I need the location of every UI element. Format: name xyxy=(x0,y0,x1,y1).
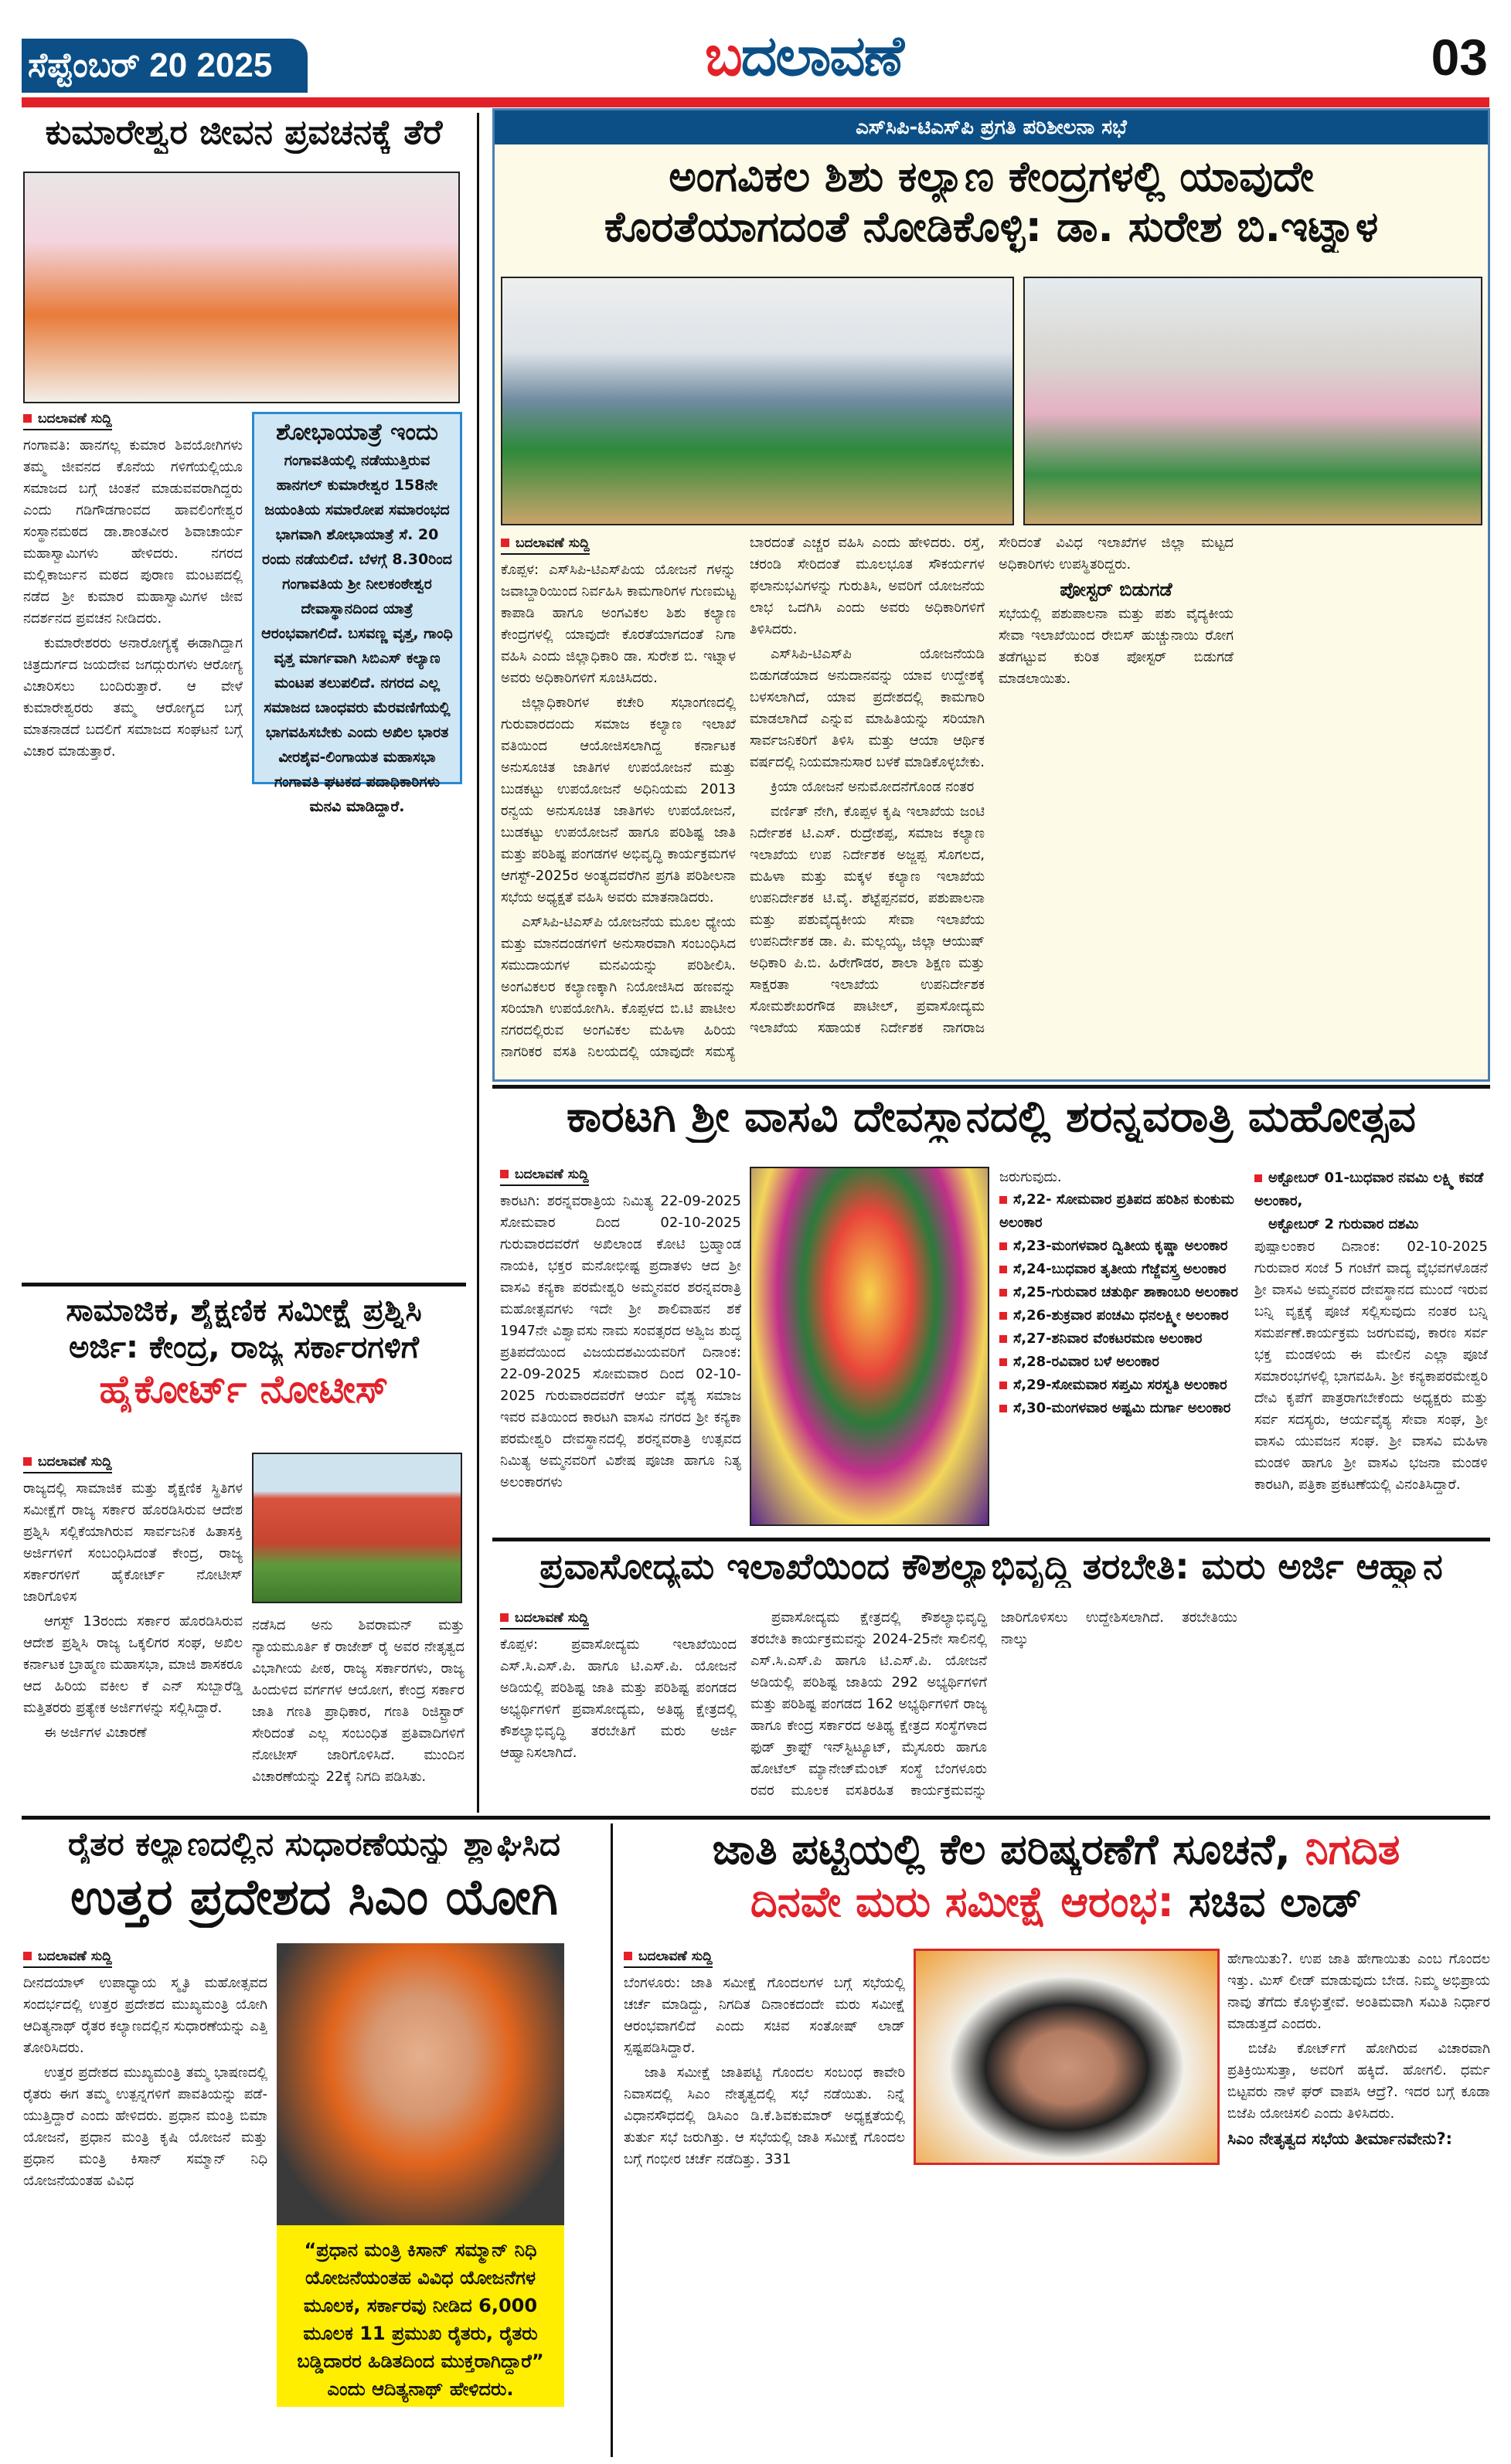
column-divider xyxy=(611,1823,613,2457)
subheading: ಪೋಸ್ಟರ್ ಬಿಡುಗಡೆ xyxy=(1060,579,1172,600)
issue-date: ಸೆಪ್ಟೆಂಬರ್ 20 2025 xyxy=(22,39,308,93)
byline: ಬದಲಾವಣೆ ಸುದ್ದಿ xyxy=(624,1949,713,1968)
column-divider xyxy=(477,113,479,1813)
yogi-adityanath-photo xyxy=(277,1943,564,2225)
yogi-article xyxy=(23,1949,267,2459)
santosh-lad-photo xyxy=(914,1949,1220,2165)
paragraph: ಕೊಪ್ಪಳ: ಪ್ರವಾಸೋದ್ಯಮ ಇಲಾಖೆಯಿಂದ ಎಸ್.ಸಿ.ಎಸ್.ಪಿ. ಹಾಗೂ ಟಿ.ಎಸ್.ಪಿ. ಯೋಜನೆ ಅಡಿಯಲ್ಲಿ ಪರಿಶಿಷ್ಟ ಜಾತಿ ಮತ್ತು ಪರಿಶಿಷ್ಟ ಪಂಗಡದ ಅಭ್ಯರ್ಥಿಗಳಿಗೆ ಪ್ರವಾಸೋದ್ಯಮ, ಅತಿಥ್ಯ ಕ್ಷೇತ್ರದಲ್ಲಿ ಕೌಶಲ್ಯಾಭಿವೃದ್ಧಿ ತರಬೇತಿಗೆ ಮರು ಅರ್ಜಿ ಆಹ್ವಾನಿಸಲಾಗಿದೆ. xyxy=(500,1636,737,1761)
headline-line: ಅರ್ಜಿ: ಕೇಂದ್ರ, ರಾಜ್ಯ ಸರ್ಕಾರಗಳಿಗೆ xyxy=(69,1330,419,1365)
poster-release-photo xyxy=(1023,277,1482,525)
section-divider xyxy=(492,1085,1490,1089)
paragraph: ನಡೆಸಿದ ಅನು ಶಿವರಾಮನ್ ಮತ್ತು ನ್ಯಾಯಮೂರ್ತಿ ಕೆ ರಾಜೇಶ್ ರೈ ಅವರ ನೇತೃತ್ವದ ವಿಭಾಗೀಯ ಪೀಠ, ರಾಜ್ಯ ಸರ್ಕಾರಗಳು, ರಾಜ್ಯ ಹಿಂದುಳಿದ ವರ್ಗಗಳ ಆಯೋಗ, ಕೇಂದ್ರ ಸರ್ಕಾರ ಜಾತಿ ಗಣತಿ ಪ್ರಾಧಿಕಾರ, ಗಣತಿ ರಿಜಿಸ್ಟ್ರಾರ್ ಸೇರಿದಂತೆ ಎಲ್ಲ ಸಂಬಂಧಿತ ಪ್ರತಿವಾದಿಗಳಿಗೆ ನೋಟೀಸ್ ಜಾರಿಗೊಳಿಸಿದೆ. ಮುಂದಿನ ವಿಚಾರಣೆಯನ್ನು 22ಕ್ಕೆ ನಿಗದಿ ಪಡಿಸಿತು. xyxy=(252,1617,465,1785)
navaratri-schedule xyxy=(999,1167,1245,1530)
paragraph: ಸಭೆಯಲ್ಲಿ ಪಶುಪಾಲನಾ ಮತ್ತು ಪಶು ವೈದ್ಯಕೀಯ ಸೇವಾ ಇಲಾಖೆಯಿಂದ ರೇಬಿಸ್ ಹುಚ್ಚುನಾಯಿ ರೋಗ ತಡೆಗಟ್ಟುವ ಕುರಿತ ಪೋಸ್ಟರ್ ಬಿಡುಗಡೆ ಮಾಡಲಾಯಿತು. xyxy=(999,606,1234,687)
headline-part: ಜಾತಿ ಪಟ್ಟಿಯಲ್ಲಿ ಕೆಲ ಪರಿಷ್ಕರಣೆಗೆ ಸೂಚನೆ, xyxy=(712,1825,1305,1874)
shobhayatre-box xyxy=(252,412,462,815)
lad-article-continued xyxy=(1227,1949,1490,2459)
paragraph: ಪ್ರವಾಸೋದ್ಯಮ ಕ್ಷೇತ್ರದಲ್ಲಿ ಕೌಶಲ್ಯಾಭಿವೃದ್ಧಿ ತರಬೇತಿ ಕಾರ್ಯಕ್ರಮವನ್ನು 2024-25ನೇ ಸಾಲಿನಲ್ಲಿ ಎಸ್.ಸಿ.ಎಸ್.ಪಿ ಹಾಗೂ ಟಿ.ಎಸ್.ಪಿ. ಯೋಜನೆ ಅಡಿಯಲ್ಲಿ ಪರಿಶಿಷ್ಟ ಜಾತಿಯ 292 ಅಭ್ಯರ್ಥಿಗಳಿಗೆ ಮತ್ತು ಪರಿಶಿಷ್ಟ ಪಂಗಡದ 162 ಅಭ್ಯರ್ಥಿಗಳಿಗೆ ರಾಜ್ಯ ಹಾಗೂ ಕೇಂದ್ರ ಸರ್ಕಾರದ ಅತಿಥ್ಯ ಕ್ಷೇತ್ರದ ಸಂಸ್ಥೆಗಳಾದ ಫುಡ್ ಕ್ರಾಫ್ಟ್ ಇನ್‌ಸ್ಟಿಟ್ಯೂಟ್, ಮೈಸೂರು ಹಾಗೂ ಹೋಟೆಲ್ ಮ್ಯಾನೇಜ್‌ಮೆಂಟ್ ಸಂಸ್ಥೆ ಬೆಂಗಳೂರು ರವರ ಮೂಲಕ ವಸತಿರಹಿತ ಕಾರ್ಯಕ್ರಮವನ್ನು ಜಾರಿಗೊಳಿಸಲು ಉದ್ದೇಶಿಸಲಾಗಿದೆ. ತರಬೇತಿಯು ನಾಲ್ಕು xyxy=(750,1609,1237,1799)
main-story-kicker: ಎಸ್‌ಸಿಪಿ-ಟಿಎಸ್‌ಪಿ ಪ್ರಗತಿ ಪರಿಶೀಲನಾ ಸಭೆ xyxy=(495,110,1488,144)
high-court-building-photo xyxy=(252,1453,462,1603)
byline: ಬದಲಾವಣೆ ಸುದ್ದಿ xyxy=(500,1610,589,1630)
byline: ಬದಲಾವಣೆ ಸುದ್ದಿ xyxy=(23,1454,112,1473)
paragraph: ಹೇಗಾಯಿತು?. ಉಪ ಜಾತಿ ಹೇಗಾಯಿತು ಎಂಬ ಗೊಂದಲ ಇತ್ತು. ಮಿಸ್ ಲೀಡ್ ಮಾಡುವುದು ಬೇಡ. ನಿಮ್ಮ ಅಭಿಪ್ರಾಯ ನಾವು ತೆಗೆದು ಕೊಳ್ಳುತ್ತೇವೆ. ಅಂತಿಮವಾಗಿ ಸಮಿತಿ ನಿರ್ಧಾರ ಮಾಡುತ್ತದೆ ಎಂದರು. xyxy=(1227,1951,1490,2032)
section-divider xyxy=(22,1816,1490,1820)
yogi-headline-line2: ಉತ್ತರ ಪ್ರದೇಶದ ಸಿಎಂ ಯೋಗಿ xyxy=(70,1869,558,1926)
kumareshwar-event-photo xyxy=(23,172,460,403)
headline-part: ದಿನವೇ ಮರು ಸಮೀಕ್ಷೆ ಆರಂಭ: xyxy=(750,1878,1189,1926)
schedule-item: ಸೆ,30-ಮಂಗಳವಾರ ಅಷ್ಟಮಿ ದುರ್ಗಾ ಅಲಂಕಾರ xyxy=(999,1397,1245,1420)
header-divider xyxy=(22,97,1489,107)
highcourt-headline xyxy=(22,1292,466,1412)
paragraph: ಜಾತಿ ಸಮೀಕ್ಷೆ ಜಾತಿಪಟ್ಟಿ ಗೊಂದಲ ಸಂಬಂಧ ಕಾವೇರಿ ನಿವಾಸದಲ್ಲಿ ಸಿಎಂ ನೇತೃತ್ವದಲ್ಲಿ ಸಭೆ ನಡೆಯಿತು. ನಿನ್ನೆ ವಿಧಾನಸೌಧದಲ್ಲಿ ಡಿಸಿಎಂ ಡಿ.ಕೆ.ಶಿವಕುಮಾರ್ ಅಧ್ಯಕ್ಷತೆಯಲ್ಲಿ ತುರ್ತು ಸಭೆ ಜರುಗಿತ್ತು. ಆ ಸಭೆಯಲ್ಲಿ ಜಾತಿ ಸಮೀಕ್ಷೆ ಗೊಂದಲ ಬಗ್ಗೆ ಗಂಭೀರ ಚರ್ಚೆ ನಡೆದಿತ್ತು. 331 xyxy=(624,2065,905,2167)
paragraph: ಪುಷ್ಪಾಲಂಕಾರ ದಿನಾಂಕ: 02-10-2025 ಗುರುವಾರ ಸಂಜೆ 5 ಗಂಟೆಗೆ ವಾದ್ಯ ವೈಭವಗಳೊಡನೆ ಶ್ರೀ ವಾಸವಿ ಅಮ್ಮನವರ ದೇವಸ್ಥಾನದ ಮುಂದೆ ಇರುವ ಬನ್ನಿ ವೃಕ್ಷಕ್ಕೆ ಪೂಜೆ ಸಲ್ಲಿಸುವುದು ನಂತರ ಬನ್ನಿ ಸಮರ್ಪಣೆ.ಕಾರ್ಯಕ್ರಮ ಜರಗುವವು, ಕಾರಣ ಸರ್ವ ಭಕ್ತ ಮಂಡಳಿಯ ಈ ಮೇಲಿನ ಎಲ್ಲಾ ಪೂಜೆ ಸಮಾರಂಭಗಳಲ್ಲಿ ಭಾಗವಹಿಸಿ. ಶ್ರೀ ಕನ್ಯಕಾಪರಮೇಶ್ವರಿ ದೇವಿ ಕೃಪೆಗೆ ಪಾತ್ರರಾಗಬೇಕೆಂದು ಅಧ್ಯಕ್ಷರು ಮತ್ತು ಸರ್ವ ಸದಸ್ಯರು, ಆರ್ಯವೈಶ್ಯ ಸೇವಾ ಸಂಘ, ಶ್ರೀ ವಾಸವಿ ಯುವಜನ ಸಂಘ. ಶ್ರೀ ವಾಸವಿ ಮಹಿಳಾ ಮಂಡಳಿ ಹಾಗೂ ಶ್ರೀ ವಾಸವಿ ಭಜನಾ ಮಂಡಳಿ ಕಾರಟಗಿ, ಪತ್ರಿಕಾ ಪ್ರಕಟಣೆಯಲ್ಲಿ ವಿನಂತಿಸಿದ್ದಾರೆ. xyxy=(1254,1239,1488,1493)
paragraph: ಉತ್ತರ ಪ್ರದೇಶದ ಮುಖ್ಯಮಂತ್ರಿ ತಮ್ಮ ಭಾಷಣದಲ್ಲಿ ರೈತರು ಈಗ ತಮ್ಮ ಉತ್ಪನ್ನಗಳಿಗೆ ಪಾವತಿಯನ್ನು ಪಡೆ-ಯುತ್ತಿದ್ದಾರೆ ಎಂದು ಹೇಳಿದರು. ಪ್ರಧಾನ ಮಂತ್ರಿ ಬಿಮಾ ಯೋಜನೆ, ಪ್ರಧಾನ ಮಂತ್ರಿ ಕೃಷಿ ಯೋಜನೆ ಮತ್ತು ಪ್ರಧಾನ ಮಂತ್ರಿ ಕಿಸಾನ್ ಸಮ್ಮಾನ್ ನಿಧಿ ಯೋಜನೆಯಂತಹ ವಿವಿಧ xyxy=(23,2065,267,2189)
byline: ಬದಲಾವಣೆ ಸುದ್ದಿ xyxy=(500,1167,589,1186)
schedule-item: ಸೆ,25-ಗುರುವಾರ ಚತುರ್ಥಿ ಶಾಕಾಂಬರಿ ಅಲಂಕಾರ xyxy=(999,1281,1245,1304)
paragraph: ಜರುಗುವುದು. xyxy=(999,1169,1062,1185)
paragraph: ದೀನದಯಾಳ್ ಉಪಾಧ್ಯಾಯ ಸ್ಮೃತಿ ಮಹೋತ್ಸವದ ಸಂದರ್ಭದಲ್ಲಿ ಉತ್ತರ ಪ್ರದೇಶದ ಮುಖ್ಯಮಂತ್ರಿ ಯೋಗಿ ಆದಿತ್ಯನಾಥ್ ರೈತರ ಕಲ್ಯಾಣದಲ್ಲಿನ ಸುಧಾರಣೆಯನ್ನು ಎತ್ತಿ ತೋರಿಸಿದರು. xyxy=(23,1975,267,2056)
paragraph: ಎಸ್‌ಸಿಪಿ-ಟಿಎಸ್‌ಪಿ ಯೋಜನೆಯಡಿ ಬಿಡುಗಡೆಯಾದ ಅನುದಾನವನ್ನು ಯಾವ ಉದ್ದೇಶಕ್ಕೆ ಬಳಸಲಾಗಿದೆ, ಯಾವ ಪ್ರದೇಶದಲ್ಲಿ ಕಾಮಗಾರಿ ಮಾಡಲಾಗಿದೆ ಎನ್ನುವ ಮಾಹಿತಿಯನ್ನು ಸರಿಯಾಗಿ ಸಾರ್ವಜನಿಕರಿಗೆ ತಿಳಿಸಿ ಮತ್ತು ಆಯಾ ಆರ್ಥಿಕ ವರ್ಷದಲ್ಲಿ ನಿಯಮಾನುಸಾರ ಬಳಕೆ ಮಾಡಿಕೊಳ್ಳಬೇಕು. xyxy=(750,646,985,770)
goddess-vasavi-photo xyxy=(750,1167,989,1526)
paragraph: ಕಾರಟಗಿ: ಶರನ್ನವರಾತ್ರಿಯ ನಿಮಿತ್ಯ 22-09-2025 ಸೋಮವಾರ ದಿಂದ 02-10-2025 ಗುರುವಾರದವರೆಗೆ ಅಖಿಲಾಂಡ ಕೋಟಿ ಬ್ರಹ್ಮಾಂಡ ನಾಯಕಿ, ಭಕ್ತರ ಮನೋಭೀಷ್ಟ ಪ್ರದಾತಳು ಆದ ಶ್ರೀ ವಾಸವಿ ಕನ್ಯಕಾ ಪರಮೇಶ್ವರಿ ಅಮ್ಮನವರ ಶರನ್ನವರಾತ್ರಿ ಮಹೋತ್ಸವಗಳು ಇದೇ ಶ್ರೀ ಶಾಲಿವಾಹನ ಶಕೆ 1947ನೇ ವಿಶ್ವಾವಸು ನಾಮ ಸಂವತ್ಸರದ ಅಶ್ವಿಜ ಶುದ್ಧ ಪ್ರತಿಪದೆಯಿಂದ ವಿಜಯದಶಮಿಯವರಿಗೆ ದಿನಾಂಕ: 22-09-2025 ಸೋಮವಾರ ದಿಂದ 02-10-2025 ಗುರುವಾರದವರೆಗೆ ಆರ್ಯ ವೈಶ್ಯ ಸಮಾಜ ಇವರ ವತಿಯಿಂದ ಕಾರಟಗಿ ವಾಸವಿ ನಗರದ ಶ್ರೀ ಕನ್ಯಕಾ ಪರಮೇಶ್ವರಿ ದೇವಸ್ಥಾನದಲ್ಲಿ ಶರನ್ನವರಾತ್ರಿ ಉತ್ಸವದ ನಿಮಿತ್ಯ ಅಮ್ಮನವರಿಗೆ ವಿಶೇಷ ಪೂಜಾ ಹಾಗೂ ನಿತ್ಯ ಅಲಂಕಾರಗಳು xyxy=(500,1193,741,1490)
byline: ಬದಲಾವಣೆ ಸುದ್ದಿ xyxy=(23,1949,112,1968)
box-title: ಶೋಭಾಯಾತ್ರೆ ಇಂದು xyxy=(276,419,438,446)
paragraph: ರಾಜ್ಯದಲ್ಲಿ ಸಾಮಾಜಿಕ ಮತ್ತು ಶೈಕ್ಷಣಿಕ ಸ್ಥಿತಿಗಳ ಸಮೀಕ್ಷೆಗೆ ರಾಜ್ಯ ಸರ್ಕಾರ ಹೊರಡಿಸಿರುವ ಆದೇಶ ಪ್ರಶ್ನಿಸಿ ಸಲ್ಲಿಕೆಯಾಗಿರುವ ಸಾರ್ವಜನಿಕ ಹಿತಾಸಕ್ತಿ ಅರ್ಜಿಗಳಿಗೆ ಸಂಬಂಧಿಸಿದಂತೆ ಕೇಂದ್ರ, ರಾಜ್ಯ ಸರ್ಕಾರಗಳಿಗೆ ಹೈಕೋರ್ಟ್ ನೋಟೀಸ್ ಜಾರಿಗೊಳಿಸ xyxy=(23,1480,243,1605)
byline: ಬದಲಾವಣೆ ಸುದ್ದಿ xyxy=(501,535,590,555)
box-text: ಗಂಗಾವತಿಯಲ್ಲಿ ನಡೆಯುತ್ತಿರುವ ಹಾನಗಲ್ ಕುಮಾರೇಶ್ವರ 158ನೇ ಜಯಂತಿಯ ಸಮಾರೋಪ ಸಮಾರಂಭದ ಭಾಗವಾಗಿ ಶೋಭಾಯಾತ್ರೆ ಸೆ. 20 ರಂದು ನಡೆಯಲಿದೆ. ಬೆಳಗ್ಗೆ 8.30ರಿಂದ ಗಂಗಾವತಿಯ ಶ್ರೀ ನೀಲಕಂಠೇಶ್ವರ ದೇವಾಸ್ಥಾನದಿಂದ ಯಾತ್ರೆ ಆರಂಭವಾಗಲಿದೆ. ಬಸವಣ್ಣ ವೃತ್ತ, ಗಾಂಧಿ ವೃತ್ತ ಮಾರ್ಗವಾಗಿ ಸಿಬಿಎಸ್ ಕಲ್ಯಾಣ ಮಂಟಪ ತಲುಪಲಿದೆ. ನಗರದ ಎಲ್ಲ ಸಮಾಜದ ಬಾಂಧವರು ಮೆರವಣಿಗೆಯಲ್ಲಿ ಭಾಗವಹಿಸಬೇಕು ಎಂದು ಅಖಿಲ ಭಾರತ ವೀರಶೈವ-ಲಿಂಗಾಯತ ಮಹಾಸಭಾ ಗಂಗಾವತಿ ಘಟಕದ ಪದಾಧಿಕಾರಿಗಳು ಮನವಿ ಮಾಡಿದ್ದಾರೆ. xyxy=(261,452,453,815)
paragraph: ಬೆಂಗಳೂರು: ಜಾತಿ ಸಮೀಕ್ಷೆ ಗೊಂದಲಗಳ ಬಗ್ಗೆ ಸಭೆಯಲ್ಲಿ ಚರ್ಚೆ ಮಾಡಿದ್ದು, ನಿಗದಿತ ದಿನಾಂಕದಂದೇ ಮರು ಸಮೀಕ್ಷೆ ಆರಂಭವಾಗಲಿದೆ ಎಂದು ಸಚಿವ ಸಂತೋಷ್ ಲಾಡ್ ಸ್ಪಷ್ಟಪಡಿಸಿದ್ದಾರೆ. xyxy=(624,1975,905,2056)
navaratri-closing xyxy=(1254,1167,1488,1530)
headline-part: ನಿಗದಿತ xyxy=(1305,1825,1400,1874)
newspaper-logo xyxy=(665,23,943,90)
skills-article xyxy=(500,1607,1488,1810)
section-divider xyxy=(22,1283,466,1286)
paragraph: ಆಗಸ್ಟ್ 13ರಂದು ಸರ್ಕಾರ ಹೊರಡಿಸಿರುವ ಆದೇಶ ಪ್ರಶ್ನಿಸಿ ರಾಜ್ಯ ಒಕ್ಕಲಿಗರ ಸಂಘ, ಅಖಿಲ ಕರ್ನಾಟಕ ಬ್ರಾಹ್ಮಣ ಮಹಾಸಭಾ, ಮಾಜಿ ಶಾಸಕರೂ ಆದ ಹಿರಿಯ ವಕೀಲ ಕೆ ಎನ್ ಸುಬ್ಬಾರೆಡ್ಡಿ ಮತ್ತಿತರರು ಪ್ರತ್ಯೇಕ ಅರ್ಜಿಗಳನ್ನು ಸಲ್ಲಿಸಿದ್ದಾರೆ. xyxy=(23,1613,243,1716)
page-number: 03 xyxy=(1431,29,1488,86)
paragraph: ಕ್ರಿಯಾ ಯೋಜನೆ ಅನುಮೋದನೆಗೊಂಡ ನಂತರ xyxy=(771,779,975,795)
kumareshwar-headline: ಕುಮಾರೇಶ್ವರ ಜೀವನ ಪ್ರವಚನಕ್ಕೆ ತೆರೆ xyxy=(45,113,443,152)
headline-line: ಕೊರತೆಯಾಗದಂತೆ ನೋಡಿಕೊಳ್ಳಿ: ಡಾ. ಸುರೇಶ ಬಿ.ಇಟ್ನಾಳ xyxy=(604,202,1379,251)
lad-article xyxy=(624,1949,905,2459)
subheading: ಸಿಎಂ ನೇತೃತ್ವದ ಸಭೆಯ ತೀರ್ಮಾನವೇನು?: xyxy=(1227,2129,1453,2148)
schedule-item: ಸೆ,22- ಸೋಮವಾರ ಪ್ರತಿಪದ ಹರಿಶಿನ ಕುಂಕುಮ ಅಲಂಕಾರ xyxy=(999,1188,1245,1235)
paragraph: ವರ್ಣಿತ್ ನೇಗಿ, ಕೊಪ್ಪಳ ಕೃಷಿ ಇಲಾಖೆಯ ಜಂಟಿ ನಿರ್ದೇಶಕ ಟಿ.ಎಸ್. ರುದ್ರೇಶಪ್ಪ, ಸಮಾಜ ಕಲ್ಯಾಣ ಇಲಾಖೆಯ ಉಪ ನಿರ್ದೇಶಕ ಅಜ್ಜಪ್ಪ ಸೊಗಲದ, ಮಹಿಳಾ ಮತ್ತು ಮಕ್ಕಳ ಕಲ್ಯಾಣ ಇಲಾಖೆಯ ಉಪನಿರ್ದೇಶಕ ಟಿ.ವೈ. ಶೆಟ್ಟೆಪ್ಪನವರ, ಪಶುಪಾಲನಾ ಮತ್ತು ಪಶುವೈದ್ಯಕೀಯ ಸೇವಾ ಇಲಾಖೆಯ ಉಪನಿರ್ದೇಶಕ ಡಾ. ಪಿ. ಮಲ್ಲಯ್ಯ, ಜಿಲ್ಲಾ ಆಯುಷ್ ಅಧಿಕಾರಿ ಪಿ.ಬಿ. ಹಿರೇಗೌಡರ, ಶಾಲಾ ಶಿಕ್ಷಣ ಮತ್ತು ಸಾಕ್ಷರತಾ ಇಲಾಖೆಯ ಉಪನಿರ್ದೇಶಕ ಸೋಮಶೇಖರಗೌಡ ಪಾಟೀಲ್, ಪ್ರವಾಸೋದ್ಯಮ ಇಲಾಖೆಯ ಸಹಾಯಕ ನಿರ್ದೇಶಕ ನಾಗರಾಜ ಸೇರಿದಂತೆ ವಿವಿಧ ಇಲಾಖೆಗಳ ಜಿಲ್ಲಾ ಮಟ್ಟದ ಅಧಿಕಾರಿಗಳು ಉಪಸ್ಥಿತರಿದ್ದರು. xyxy=(750,535,1234,1036)
lad-headline-line1 xyxy=(622,1825,1490,1875)
headline-line: ಹೈಕೋರ್ಟ್ ನೋಟೀಸ್ xyxy=(99,1367,389,1412)
navaratri-headline: ಕಾರಟಗಿ ಶ್ರೀ ವಾಸವಿ ದೇವಸ್ಥಾನದಲ್ಲಿ ಶರನ್ನವರಾತ್ರಿ ಮಹೋತ್ಸವ xyxy=(567,1092,1416,1142)
schedule-item: ಸೆ,27-ಶನಿವಾರ ವೆಂಕಟರಮಣ ಅಲಂಕಾರ xyxy=(999,1327,1245,1351)
schedule-item: ಅಕ್ಟೋಬರ್ 2 ಗುರುವಾರ ದಶಮಿ xyxy=(1268,1216,1419,1232)
section-divider xyxy=(492,1538,1490,1541)
schedule-item: ಸೆ,29-ಸೋಮವಾರ ಸಪ್ತಮಿ ಸರಸ್ವತಿ ಅಲಂಕಾರ xyxy=(999,1374,1245,1397)
logo-first-letter: ಬ xyxy=(705,23,741,88)
paragraph: ಬಿಜೆಪಿ ಕೋರ್ಟ್‌ಗೆ ಹೋಗಿರುವ ವಿಚಾರವಾಗಿ ಪ್ರತಿಕ್ರಿಯಿಸುತ್ತಾ, ಅವರಿಗೆ ಹಕ್ಕಿದೆ. ಹೋಗಲಿ. ಧರ್ಮ ಬಿಟ್ಟವರು ನಾಳೆ ಘರ್ ವಾಪಸಿ ಆದ್ರೆ?. ಇದರ ಬಗ್ಗೆ ಕೂಡಾ ಬಿಜೆಪಿ ಯೋಚಿಸಲಿ ಎಂದು ತಿಳಿಸಿದರು. xyxy=(1227,2041,1490,2122)
paragraph: ಕುಮಾರೇಶರರು ಅನಾರೋಗ್ಯಕ್ಕೆ ಈಡಾಗಿದ್ದಾಗ ಚಿತ್ರದುರ್ಗದ ಜಯದೇವ ಜಗದ್ಗುರುಗಳು ಆರೋಗ್ಯ ವಿಚಾರಿಸಲು ಬಂದಿರುತ್ತಾರೆ. ಆ ವೇಳೆ ಕುಮಾರೇಶ್ವರರು ತಮ್ಮ ಆರೋಗ್ಯದ ಬಗ್ಗೆ ಮಾತನಾಡದೆ ಬದಲಿಗೆ ಸಮಾಜದ ಸಂಘಟನೆ ಬಗ್ಗೆ ವಿಚಾರ ಮಾಡುತ್ತಾರೆ. xyxy=(23,635,243,760)
schedule-item: ಸೆ,28-ರವಿವಾರ ಬಳೆ ಅಲಂಕಾರ xyxy=(999,1351,1245,1374)
highcourt-article xyxy=(23,1454,243,1810)
kumareshwar-article xyxy=(23,411,243,1383)
schedule-item: ಅಕ್ಟೋಬರ್ 01-ಬುಧವಾರ ನವಮಿ ಲಕ್ಷ್ಮಿ ಕವಡೆ ಅಲಂಕಾರ, xyxy=(1254,1167,1488,1213)
paragraph: ಜಿಲ್ಲಾಧಿಕಾರಿಗಳ ಕಚೇರಿ ಸಭಾಂಗಣದಲ್ಲಿ ಗುರುವಾರದಂದು ಸಮಾಜ ಕಲ್ಯಾಣ ಇಲಾಖೆ ವತಿಯಿಂದ ಆಯೋಜಿಸಲಾಗಿದ್ದ ಕರ್ನಾಟಕ ಅನುಸೂಚಿತ ಜಾತಿಗಳ ಉಪಯೋಜನೆ ಮತ್ತು ಬುಡಕಟ್ಟು ಉಪಯೋಜನೆ ಅಧಿನಿಯಮ 2013 ರನ್ವಯ ಅನುಸೂಚಿತ ಜಾತಿಗಳು ಉಪಯೋಜನೆ, ಬುಡಕಟ್ಟು ಉಪಯೋಜನೆ ಹಾಗೂ ಪರಿಶಿಷ್ಟ ಜಾತಿ ಮತ್ತು ಪರಿಶಿಷ್ಟ ಪಂಗಡಗಳ ಅಭಿವೃದ್ಧಿ ಕಾರ್ಯಕ್ರಮಗಳ ಆಗಸ್ಟ್-2025ರ ಅಂತ್ಯದವರೆಗಿನ ಪ್ರಗತಿ ಪರಿಶೀಲನಾ ಸಭೆಯ ಅಧ್ಯಕ್ಷತೆ ವಹಿಸಿ ಅವರು ಮಾತನಾಡಿದರು. xyxy=(501,695,736,906)
schedule-item: ಸೆ,26-ಶುಕ್ರವಾರ ಪಂಚಮಿ ಧನಲಕ್ಷ್ಮೀ ಅಲಂಕಾರ xyxy=(999,1304,1245,1327)
paragraph: ಎಸ್‌ಸಿಪಿ-ಟಿಎಸ್‌ಪಿ ಯೋಜನೆಯ ಮೂಲ ಧ್ಯೇಯ ಮತ್ತು ಮಾನದಂಡಗಳಿಗೆ ಅನುಸಾರವಾಗಿ ಸಂಬಂಧಿಸಿದ ಸಮುದಾಯಗಳ ಮನವಿಯನ್ನು ಪರಿಶೀಲಿಸಿ. ಅಂಗವಿಕಲರ ಕಲ್ಯಾಣಕ್ಕಾಗಿ ನಿಯೋಜಿಸಿದ ಹಣವನ್ನು ಸರಿಯಾಗಿ ಉಪಯೋಗಿಸಿ. ಕೊಪ್ಪಳದ ಬಿ.ಟಿ ಪಾಟೀಲ ನಗರದಲ್ಲಿರುವ ಅಂಗವಿಕಲ ಮಹಿಳಾ ಹಿರಿಯ ನಾಗರಿಕರ ವಸತಿ ನಿಲಯದಲ್ಲಿ ಯಾವುದೇ ಸಮಸ್ಯೆ ಬಾರದಂತೆ ಎಚ್ಚರ ವಹಿಸಿ ಎಂದು ಹೇಳಿದರು. ರಸ್ತೆ, ಚರಂಡಿ ಸೇರಿದಂತೆ ಮೂಲಭೂತ ಸೌಕರ್ಯಗಳ ಫಲಾನುಭವಿಗಳನ್ನು ಗುರುತಿಸಿ, ಅವರಿಗೆ ಯೋಜನೆಯ ಲಾಭ ಒದಗಿಸಿ ಎಂದು ಅವರು ಅಧಿಕಾರಿಗಳಿಗೆ ತಿಳಿಸಿದರು. xyxy=(501,535,985,1060)
schedule-item: ಸೆ,24-ಬುಧವಾರ ತೃತೀಯ ಗೆಜ್ಜೆವಸ್ತ್ರ ಅಲಂಕಾರ xyxy=(999,1258,1245,1281)
headline-line: ಅಂಗವಿಕಲ ಶಿಶು ಕಲ್ಯಾಣ ಕೇಂದ್ರಗಳಲ್ಲಿ ಯಾವುದೇ xyxy=(669,152,1314,201)
paragraph: ಈ ಅರ್ಜಿಗಳ ವಿಚಾರಣೆ xyxy=(44,1725,147,1741)
headline-part: ಸಚಿವ ಲಾಡ್ xyxy=(1188,1878,1363,1926)
logo-rest: ದಲಾವಣೆ xyxy=(740,23,903,88)
meeting-photo xyxy=(501,277,1014,525)
schedule-list xyxy=(999,1188,1245,1420)
byline: ಬದಲಾವಣೆ ಸುದ್ದಿ xyxy=(23,411,112,430)
navaratri-article xyxy=(500,1167,741,1530)
schedule-item: ಸೆ,23-ಮಂಗಳವಾರ ದ್ವಿತೀಯ ಕೃಷ್ಣಾ ಅಲಂಕಾರ xyxy=(999,1235,1245,1258)
skills-headline: ಪ್ರವಾಸೋದ್ಯಮ ಇಲಾಖೆಯಿಂದ ಕೌಶಲ್ಯಾಭಿವೃದ್ಧಿ ತರಬೇತಿ: ಮರು ಅರ್ಜಿ ಆಹ್ವಾನ xyxy=(539,1545,1443,1587)
headline-line: ಸಾಮಾಜಿಕ, ಶೈಕ್ಷಣಿಕ ಸಮೀಕ್ಷೆ ಪ್ರಶ್ನಿಸಿ xyxy=(66,1293,422,1328)
yogi-headline-line1: ರೈತರ ಕಲ್ಯಾಣದಲ್ಲಿನ ಸುಧಾರಣೆಯನ್ನು ಶ್ಲಾಘಿಸಿದ xyxy=(68,1825,560,1863)
paragraph: ಗಂಗಾವತಿ: ಹಾನಗಲ್ಲ ಕುಮಾರ ಶಿವಯೋಗಿಗಳು ತಮ್ಮ ಜೀವನದ ಕೊನೆಯ ಗಳಿಗೆಯಲ್ಲಿಯೂ ಸಮಾಜದ ಬಗ್ಗೆ ಚಿಂತನೆ ಮಾಡುವವರಾಗಿದ್ದರು ಎಂದು ಗಡಿಗೌಡಗಾಂವದ ಹಾವಲಿಂಗೇಶ್ವರ ಸಂಸ್ಥಾನಮಠದ ಡಾ.ಶಾಂತವೀರ ಶಿವಾಚಾರ್ಯ ಮಹಾಸ್ವಾಮಿಗಳು ಹೇಳಿದರು. ನಗರದ ಮಲ್ಲಿಕಾರ್ಜುನ ಮಠದ ಪುರಾಣ ಮಂಟಪದಲ್ಲಿ ನಡೆದ ಶ್ರೀ ಕುಮಾರ ಮಹಾಸ್ವಾಮಿಗಳ ಜೀವ ನದರ್ಶನದ ಪ್ರವಚನ ನೀಡಿದರು. xyxy=(23,437,243,627)
paragraph: ಕೊಪ್ಪಳ: ಎಸ್‌ಸಿಪಿ-ಟಿಎಸ್‌ಪಿಯ ಯೋಜನೆ ಗಳನ್ನು ಜವಾಬ್ದಾರಿಯಿಂದ ನಿರ್ವಹಿಸಿ ಕಾಮಗಾರಿಗಳ ಗುಣಮಟ್ಟ ಕಾಪಾಡಿ ಹಾಗೂ ಅಂಗವಿಕಲ ಶಿಶು ಕಲ್ಯಾಣ ಕೇಂದ್ರಗಳಲ್ಲಿ ಯಾವುದೇ ಕೊರತೆಯಾಗದಂತೆ ನಿಗಾ ವಹಿಸಿ ಎಂದು ಜಿಲ್ಲಾಧಿಕಾರಿ ಡಾ. ಸುರೇಶ ಬಿ. ಇಟ್ನಾಳ ಅವರು ಅಧಿಕಾರಿಗಳಿಗೆ ಸೂಚಿಸಿದರು. xyxy=(501,562,736,686)
lad-headline-line2 xyxy=(622,1878,1490,1928)
main-story-body xyxy=(501,532,1482,1077)
main-story xyxy=(492,108,1490,1082)
yogi-quote-box: “ಪ್ರಧಾನ ಮಂತ್ರಿ ಕಿಸಾನ್ ಸಮ್ಮಾನ್ ನಿಧಿ ಯೋಜನೆಯಂತಹ ವಿವಿಧ ಯೋಜನೆಗಳ ಮೂಲಕ, ಸರ್ಕಾರವು ನೀಡಿದ 6,000 ಮೂಲಕ 11 ಪ್ರಮುಖ ರೈತರು, ರೈತರು ಬಡ್ಡಿದಾರರ ಹಿಡಿತದಿಂದ ಮುಕ್ತರಾಗಿದ್ದಾರೆ” ಎಂದು ಆದಿತ್ಯನಾಥ್ ಹೇಳಿದರು. xyxy=(277,2225,564,2407)
highcourt-article-continued xyxy=(252,1615,465,1808)
